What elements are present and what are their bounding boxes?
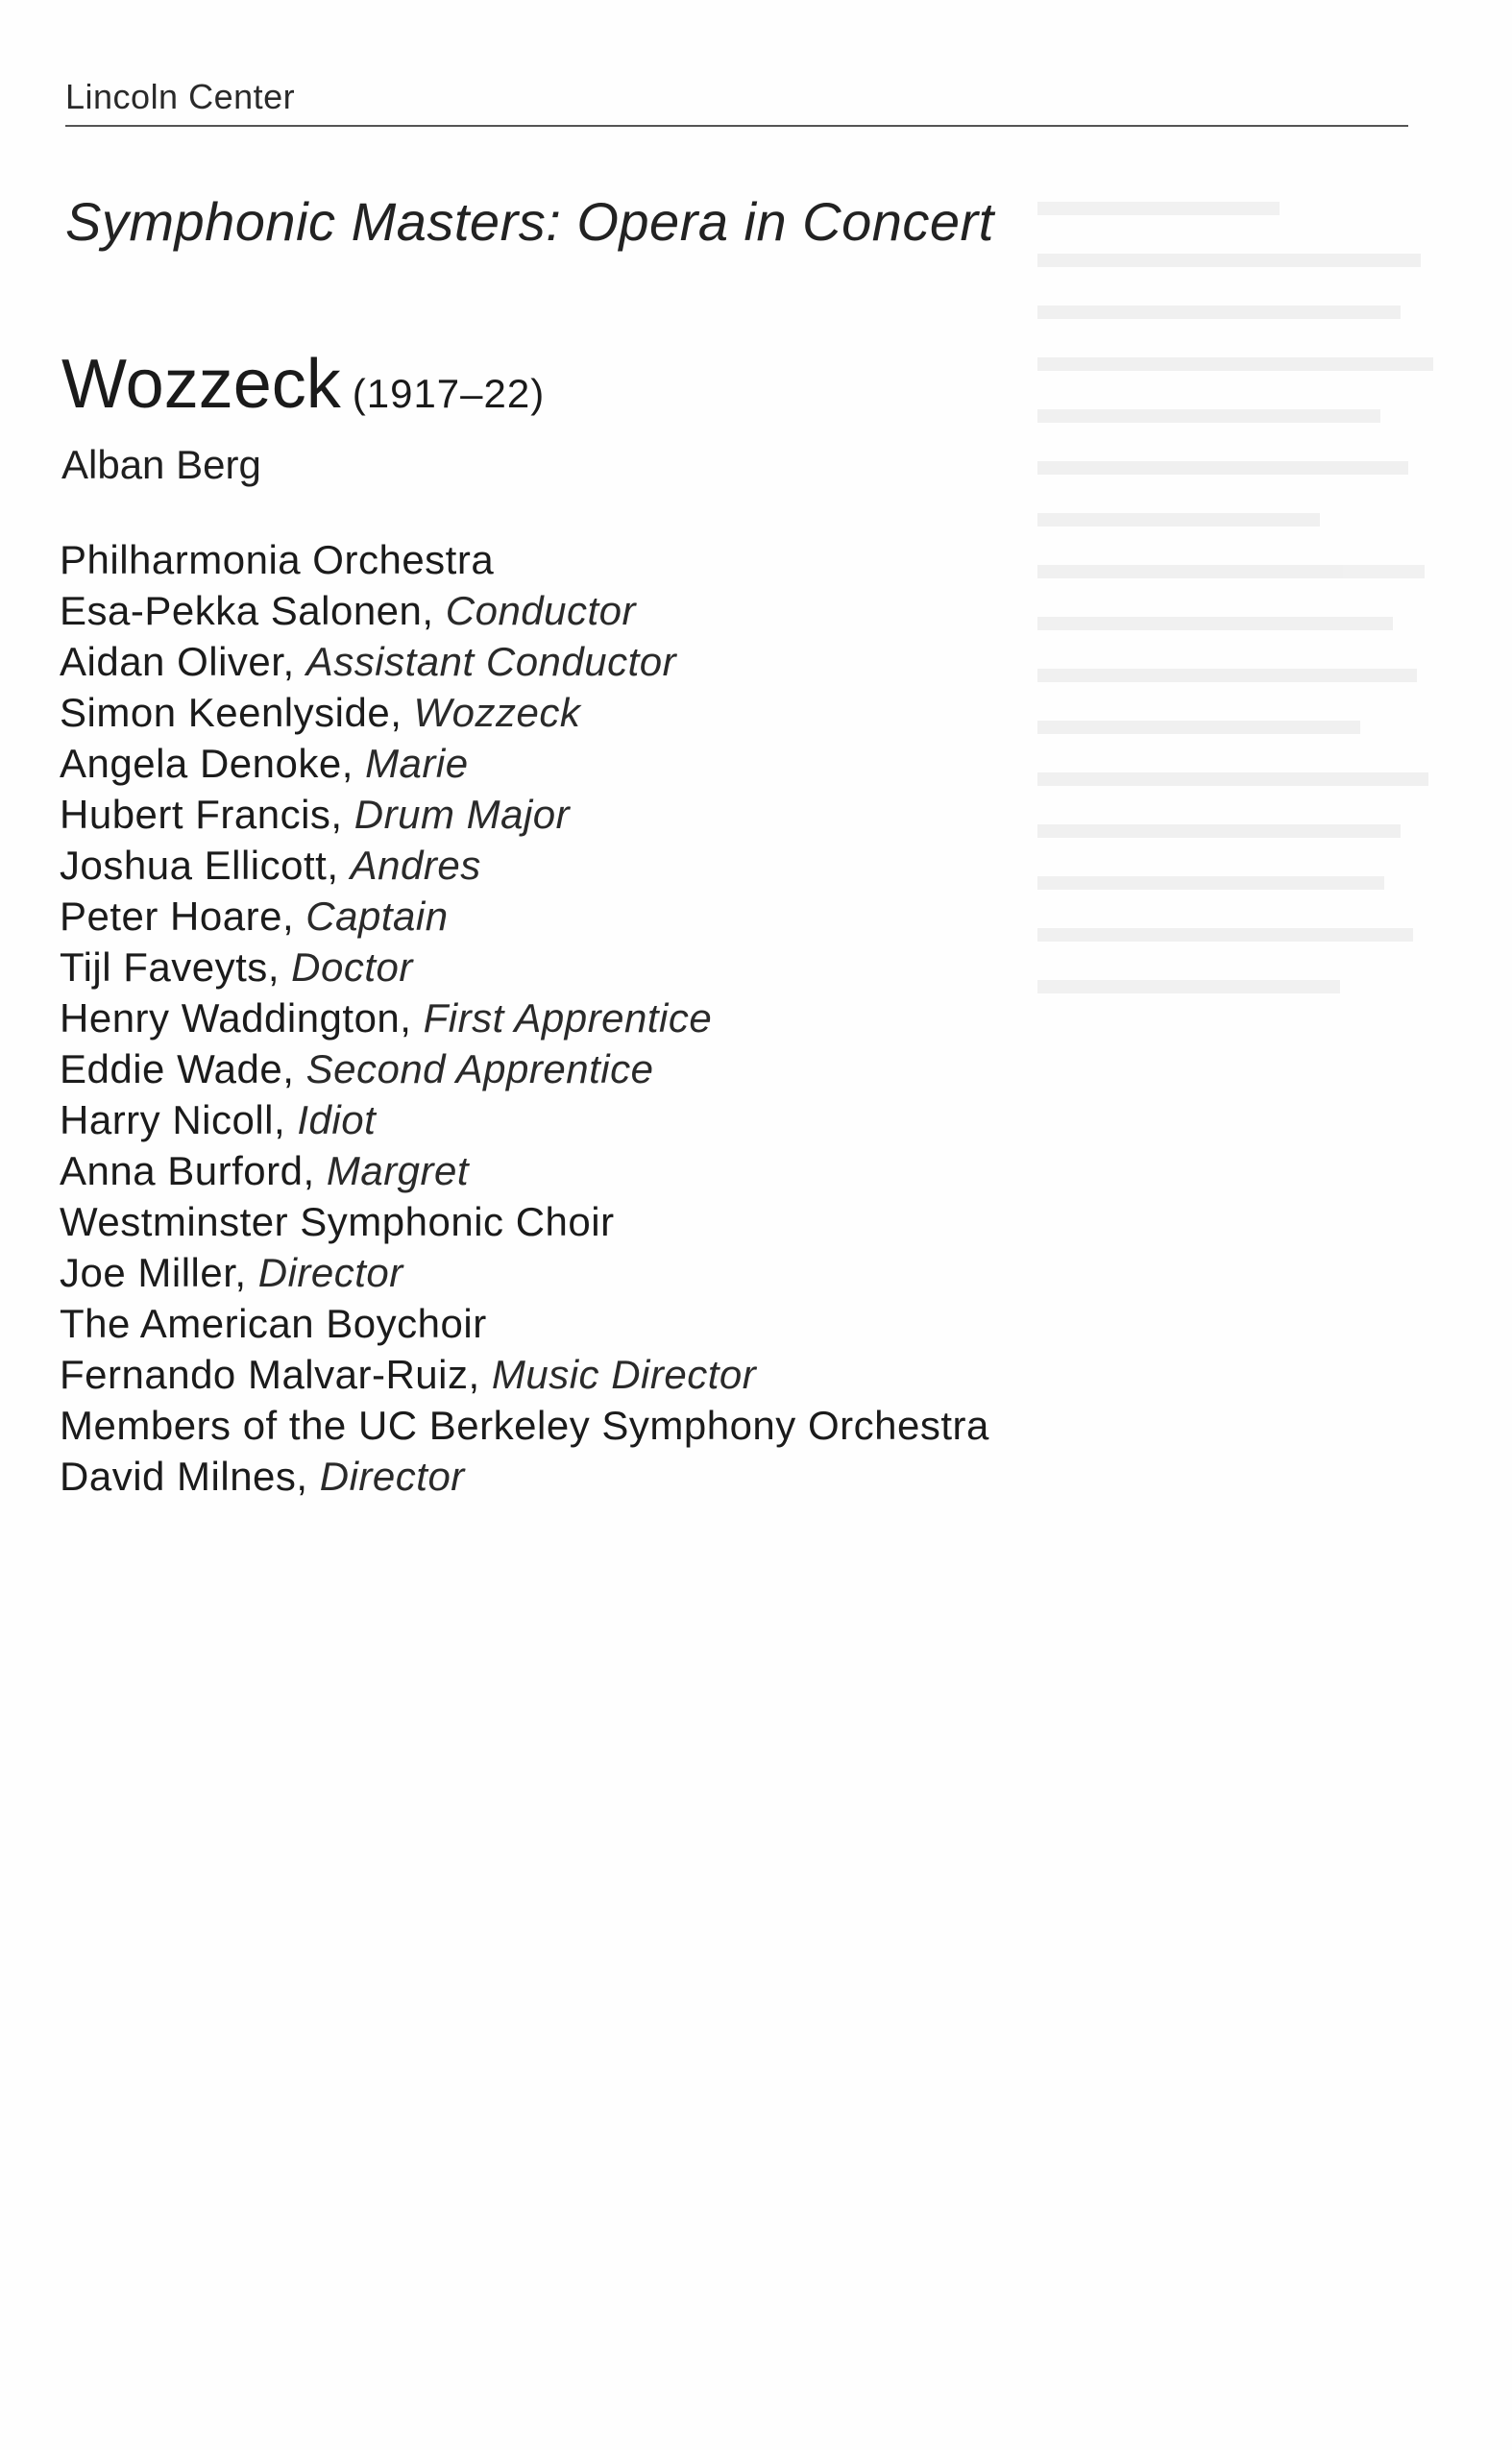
running-head: Lincoln Center <box>65 77 296 116</box>
credit-line <box>60 891 989 942</box>
credit-name: Westminster Symphonic Choir <box>60 1199 615 1244</box>
credit-role: Director <box>257 1250 403 1295</box>
credit-line <box>60 1094 989 1145</box>
credit-role: Marie <box>365 741 469 786</box>
credits-list <box>60 534 989 1502</box>
credit-name: The American Boychoir <box>60 1301 487 1346</box>
credit-role: Captain <box>305 894 449 939</box>
credit-role: Assistant Conductor <box>305 639 677 684</box>
credit-name: Henry Waddington <box>60 995 401 1041</box>
credit-name: David Milnes <box>60 1454 297 1499</box>
credit-separator: , <box>330 792 354 837</box>
credit-name: Peter Hoare <box>60 894 282 939</box>
credit-name: Simon Keenlyside <box>60 690 391 735</box>
work-block <box>61 344 545 490</box>
work-title: Wozzeck <box>61 346 341 423</box>
credit-role: Music Director <box>491 1352 757 1397</box>
credit-line <box>60 840 989 891</box>
credit-name: Joshua Ellicott <box>60 843 328 888</box>
credit-name: Hubert Francis <box>60 792 331 837</box>
credit-line <box>60 534 989 585</box>
credit-line <box>60 1451 989 1502</box>
credit-separator: , <box>296 1454 320 1499</box>
credit-separator: , <box>390 690 414 735</box>
credit-role: Conductor <box>445 588 637 633</box>
credit-separator: , <box>234 1250 258 1295</box>
credit-name: Harry Nicoll <box>60 1097 275 1142</box>
credit-line <box>60 585 989 636</box>
credit-separator: , <box>341 741 366 786</box>
credit-separator: , <box>267 944 292 990</box>
credit-name: Aidan Oliver <box>60 639 283 684</box>
credit-line <box>60 738 989 789</box>
credit-separator: , <box>303 1148 327 1193</box>
credit-role: Drum Major <box>354 792 571 837</box>
credit-line <box>60 1349 989 1400</box>
credit-name: Anna Burford <box>60 1148 304 1193</box>
credit-role: Doctor <box>291 944 413 990</box>
credit-line <box>60 1196 989 1247</box>
credit-role: Andres <box>350 843 481 888</box>
credit-name: Angela Denoke <box>60 741 342 786</box>
credit-name: Fernando Malvar-Ruiz <box>60 1352 469 1397</box>
credit-line <box>60 687 989 738</box>
credit-separator: , <box>468 1352 492 1397</box>
series-title: Symphonic Masters: Opera in Concert <box>65 191 994 252</box>
credit-role: Second Apprentice <box>305 1046 654 1091</box>
credit-separator: , <box>282 639 306 684</box>
credit-line <box>60 1400 989 1451</box>
credit-role: Idiot <box>297 1097 377 1142</box>
credit-separator: , <box>327 843 351 888</box>
credit-role: Director <box>319 1454 465 1499</box>
credit-role: First Apprentice <box>423 995 713 1041</box>
credit-line <box>60 1247 989 1298</box>
credit-separator: , <box>400 995 424 1041</box>
credit-separator: , <box>281 894 306 939</box>
credit-name: Members of the UC Berkeley Symphony Orchestra <box>60 1403 989 1448</box>
credit-separator: , <box>422 588 446 633</box>
work-dates: (1917–22) <box>352 371 546 416</box>
credit-name: Joe Miller <box>60 1250 235 1295</box>
credit-line <box>60 992 989 1043</box>
credit-line <box>60 1043 989 1094</box>
facing-page-show-through <box>1037 202 1441 1451</box>
work-title-line <box>61 344 545 434</box>
credit-role: Margret <box>326 1148 470 1193</box>
credit-line <box>60 1298 989 1349</box>
credit-line <box>60 1145 989 1196</box>
credit-separator: , <box>274 1097 298 1142</box>
header-rule <box>65 125 1408 127</box>
credit-name: Tijl Faveyts <box>60 944 268 990</box>
credit-line <box>60 636 989 687</box>
credit-name: Philharmonia Orchestra <box>60 537 495 582</box>
credit-role: Wozzeck <box>413 690 581 735</box>
credit-separator: , <box>282 1046 306 1091</box>
credit-line <box>60 789 989 840</box>
credit-line <box>60 942 989 992</box>
composer: Alban Berg <box>61 442 261 487</box>
credit-name: Esa-Pekka Salonen <box>60 588 423 633</box>
credit-name: Eddie Wade <box>60 1046 283 1091</box>
